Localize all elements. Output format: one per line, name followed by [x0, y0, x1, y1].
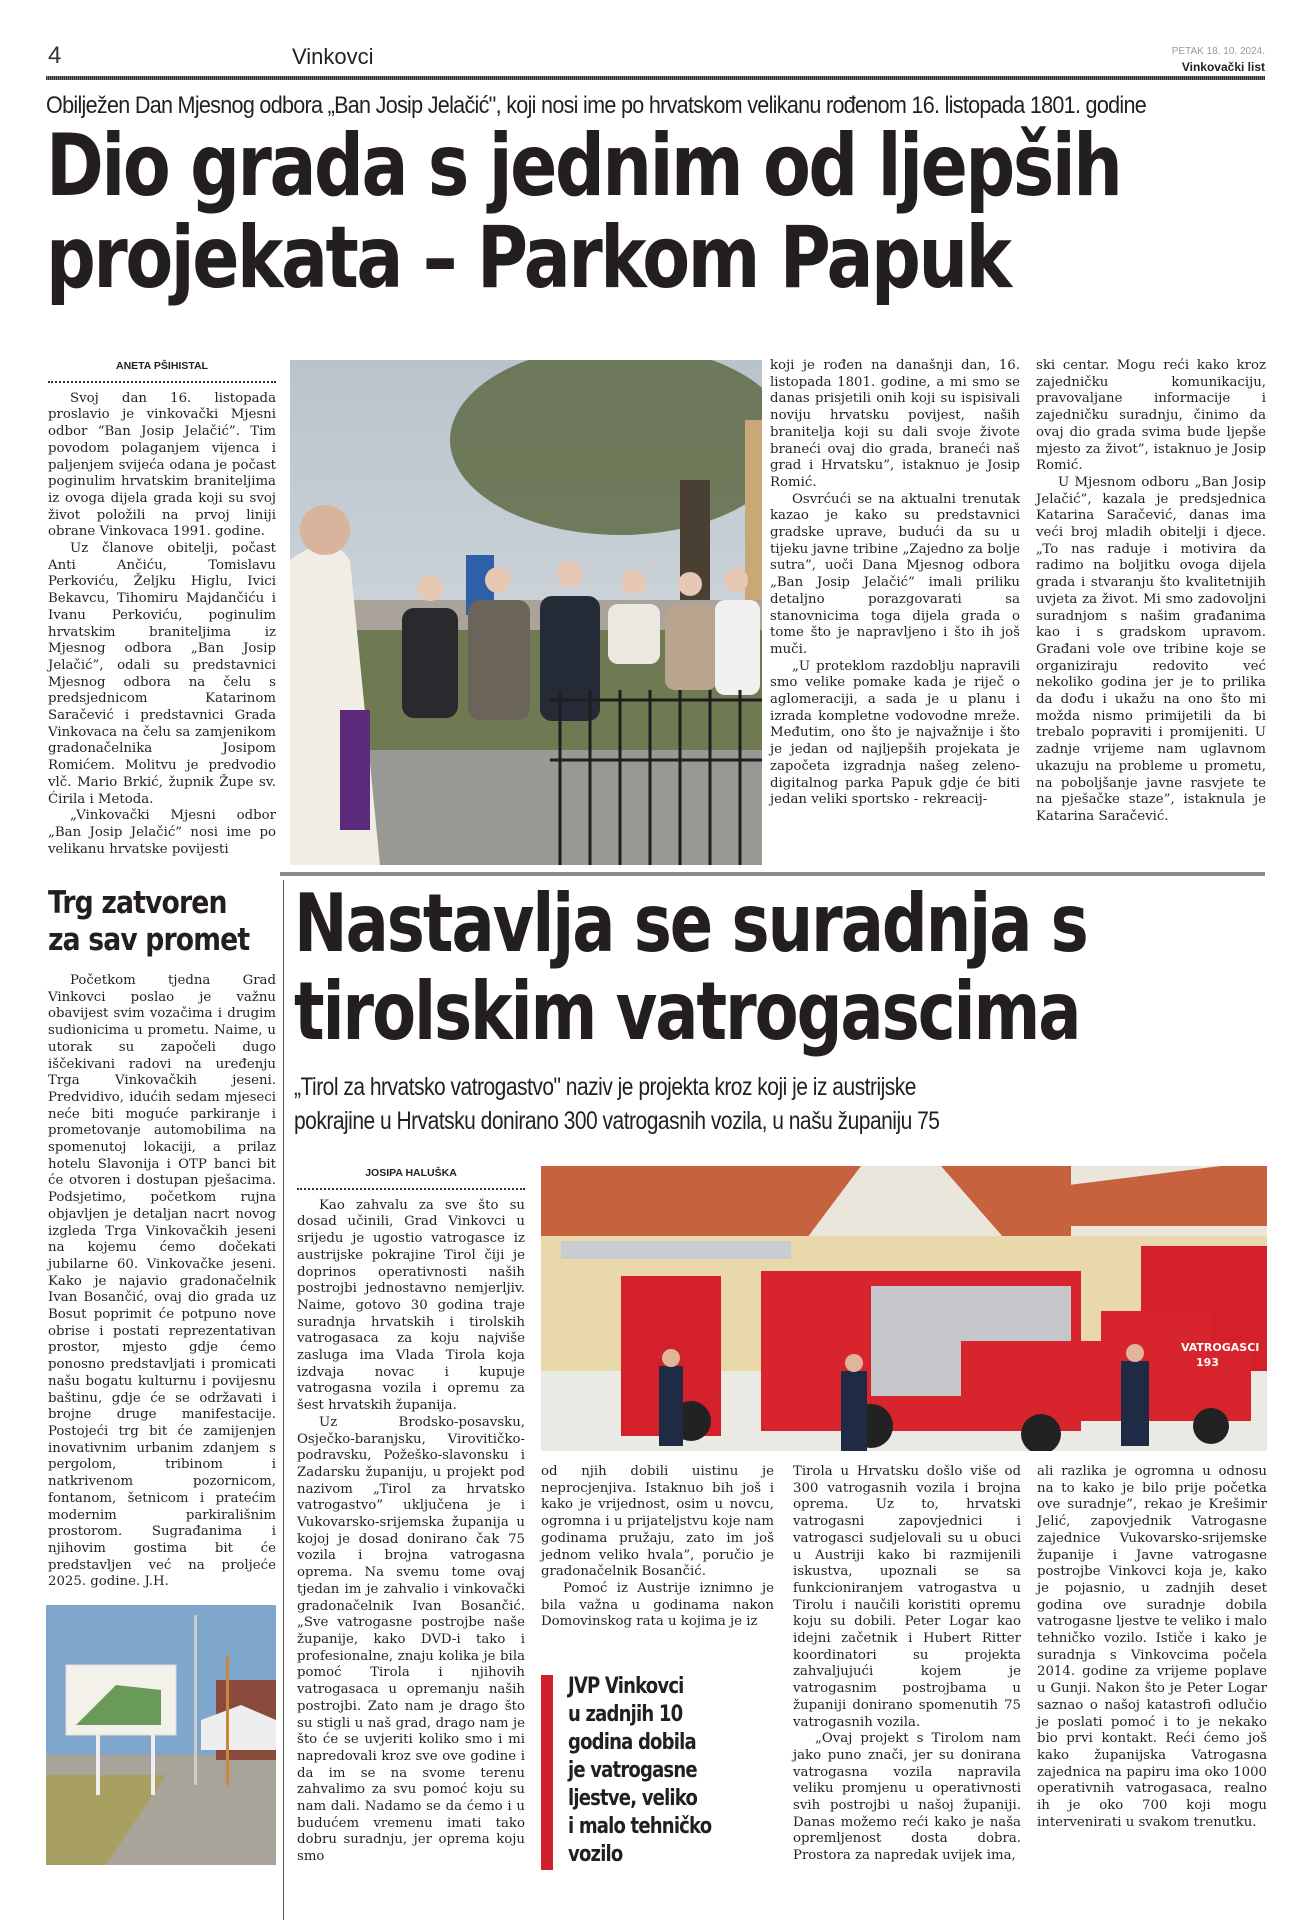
article1-kicker: Obilježen Dan Mjesnog odbora „Ban Josip Jelačić", koji nosi ime po hrvatskom velikanu rođenom 16. listopada 1801. godine: [46, 92, 1147, 119]
article2-headline-line1: Nastavlja se suradnja s: [294, 877, 1087, 970]
truck-label: VATROGASCI: [1181, 1341, 1260, 1354]
paragraph: „Ovaj projekt s Tirolom nam jako puno znači, jer su donirana vatrogasna vozila napravila veliku promjenu u operativnosti svih postrojbi u našoj županiji. Danas možemo reći kako je naša opremljenost dosta dobra. Prostora za napredak uvijek ima,: [793, 1731, 1021, 1864]
article2-deck-line1: „Tirol za hrvatsko vatrogastvo" naziv je projekta kroz koji je iz austrijske: [294, 1073, 916, 1101]
paragraph: Tirola u Hrvatsku došlo više od 300 vatrogasnih vozila i brojna oprema. Uz to, hrvatski vatrogasni zapovjednici i vatrogasci sudjelovali su u obuci u Austriji kako bi razmijenili iskustva, upoznali se sa funkcioniranjem vatrogastva u Tirolu i naučili koristiti opremu koju su dobili. Peter Logar kao idejni začetnik i Hubert Ritter koordinatori su projekta zahvaljujući kojem je vatrogasnim postrojbama u županiji donirano spomenutih 75 vatrogasnih vozila.: [793, 1464, 1021, 1730]
article1-column-2: [770, 358, 1020, 809]
paragraph: Uz Brodsko-posavsku, Osječko-baranjsku, Virovitičko-podravsku, Požeško-slavonsku i Zadarsku županiju, u projekt pod nazivom „Tirol za hrvatsko vatrogastvo” uključena je i Vukovarsko-srijemska županija u kojoj je dosad donirano čak 75 vozila i brojna vatrogasna oprema. Na svemu tome ovaj tjedan im je zahvalio i vinkovački gradonačelnik Ivan Bosančić. „Sve vatrogasne postrojbe naše županije, kako DVD-i tako i profesionalne, znaju kolika je bila pomoć Tirola i njihovih vatrogasaca u opremanju naših postrojbi. Zato nam je drago što su stigli u naš grad, drago nam je što će se uvjeriti koliko smo i mi napredovali kroz sve ove godine i da im se na svome terenu zahvalimo za svu pomoć koju su nam dali. Nadamo se da ćemo i u budućem vremenu imati tako dobru suradnju, jer oprema koju smo: [297, 1414, 525, 1865]
pullquote: [541, 1675, 781, 1870]
issue-date: PETAK 18. 10. 2024.: [1171, 46, 1265, 57]
sidebar-body: [48, 973, 276, 1591]
article2-byline: JOSIPA HALUŠKA: [297, 1165, 525, 1190]
publication-name: Vinkovački list: [1181, 60, 1265, 74]
column-divider: [283, 880, 284, 1920]
header-rule: [46, 76, 1265, 80]
article2-headline: [294, 877, 1254, 1058]
article1-headline-line1: Dio grada s jednim od ljepših: [46, 116, 1121, 216]
paragraph: ali razlika je ogromna u odnosu na to kako je bilo prije početka ove suradnje”, rekao je Krešimir Jelić, zapovjednik Vatrogasne zajednice Vukovarsko-srijemske županije i Javne vatrogasne postrojbe Vinkovci koja je, kako je pojasnio, u zadnjih deset godina ove suradnje dobila vatrogasne ljestve te veliko i malo tehničko vozilo. Ističe i kako je suradnja s Vinkovcima počela 2014. godine za vrijeme poplave u Gunji. Nakon što je Peter Logar saznao o našoj katastrofi odlučio je poslati pomoć i to je nekako bio prvi kontakt. Reći ćemo još kako županijska Vatrogasna zajednica na papiru ima oko 1000 operativnih vatrogasaca, realno ih je oko 700 koji mogu intervenirati u svakom trenutku.: [1037, 1464, 1267, 1830]
page-number: 4: [48, 42, 62, 69]
paragraph: Kao zahvalu za sve što su dosad učinili, Grad Vinkovci u srijedu je ugostio vatrogasce iz austrijske pokrajine Tirol čiji je doprinos operativnosti naših postrojbi jednostavno nemjerljiv. Naime, gotovo 30 godina traje suradnja hrvatskih i tirolskih vatrogasaca za koju najviše zasluga ima Vlada Tirola koja izdvaja novac i kupuje vatrogasna vozila i opremu za šest hrvatskih županija.: [297, 1197, 525, 1414]
article2-column-2: [541, 1464, 774, 1631]
article1-column-1: [48, 358, 276, 858]
article1-column-3: [1036, 358, 1266, 826]
article2-deck: [294, 1070, 1311, 1138]
article2-column-3: [793, 1464, 1021, 1865]
article1-headline: [46, 116, 1121, 308]
paragraph: Svoj dan 16. listopada proslavio je vinkovački Mjesni odbor “Ban Josip Jelačić”. Tim povodom polaganjem vijenca i paljenjem svijeća odana je počast poginulim hrvatskim braniteljima iz ovoga dijela grada koji su svoj život položili na prvoj liniji obrane Vinkovaca 1991. godine.: [48, 390, 276, 540]
paragraph: Početkom tjedna Grad Vinkovci poslao je važnu obavijest svim vozačima i drugim sudionicima u prometu. Naime, u utorak su započeli dugo iščekivani radovi na uređenju Trga Vinkovačkih jeseni. Predvidivo, idućih sedam mjeseci neće biti moguće parkiranje i prometovanje automobilima na spomenutoj lokaciji, a prilaz hotelu Slavonija i OTP banci bit će otvoren i dostupan pješacima. Podsjetimo, početkom rujna objavljen je detaljan nacrt novog izgleda Trga Vinkovačkih jeseni na kojemu ćemo dočekati jubilarne 60. Vinkovačke jeseni. Kako je najavio gradonačelnik Ivan Bosančić, ovaj dio grada uz Bosut poprimit će potpuno nove obrise i postati reprezentativan prostor, mjesto gdje ćemo ponosno predstavljati i promicati našu bogatu kulturnu i povijesnu baštinu, gdje će se održavati i brojne druge manifestacije. Postojeći trg bit će zamijenjen inovativnim urbanim zdanjem s pergolom, tribinom i natkrivenom pozornicom, fontanom, šetnicom i pratećim modernim parkirališnim prostorom. Sugrađanima i njihovim gostima bit će predstavljen već na proljeće 2025. godine. J.H.: [48, 973, 276, 1590]
paragraph: Pomoć iz Austrije iznimno je bila važna u godinama nakon Domovinskog rata u kojima je iz: [541, 1580, 774, 1630]
sidebar-title-line2: za sav promet: [48, 922, 250, 958]
pullquote-accent-bar: [541, 1675, 553, 1870]
section-divider: [280, 872, 1265, 876]
article2-deck-line2: pokrajine u Hrvatsku donirano 300 vatrogasnih vozila, u našu županiju 75: [294, 1107, 940, 1135]
paragraph: ski centar. Mogu reći kako kroz zajedničku komunikaciju, pravovaljane informacije i zajedničku suradnju, činimo da ovaj dio grada svima bude ljepše mjesto za život”, istaknuo je Josip Romić.: [1036, 358, 1266, 474]
section-name: Vinkovci: [292, 44, 374, 69]
paragraph: „U proteklom razdoblju napravili smo velike pomake kada je riječ o aglomeraciji, a sada je u planu i izrada kompletne vodovodne mreže. Međutim, ono što je najvažnije i što je jedan od najljepših projekata je započeta izgradnja našeg zeleno-digitalnog parka Papuk gdje će biti jedan veliki sportsko - rekreacij-: [770, 658, 1020, 808]
article1-photo: [290, 360, 762, 865]
paragraph: Uz članove obitelji, počast Anti Ančiću, Tomislavu Perkoviću, Željku Higlu, Ivici Bekavcu, Tihomiru Majdančiću i Ivanu Perkoviću, poginulim hrvatskim braniteljima iz Mjesnog odbora „Ban Josip Jelačić”, odali su predstavnici Mjesnog odbora na čelu s predsjednicom Katarinom Saračević i predstavnici Grada Vinkovaca na čelu sa zamjenikom gradonačelnika Josipom Romićem. Molitvu je predvodio vlč. Mario Brkić, župnik Župe sv. Ćirila i Metoda.: [48, 541, 276, 807]
sidebar-title-line1: Trg zatvoren: [48, 885, 227, 921]
sidebar-headline: [48, 885, 280, 959]
paragraph: „Vinkovački Mjesni odbor „Ban Josip Jelačić” nosi ime po velikanu hrvatske povijesti: [48, 808, 276, 857]
paragraph: U Mjesnom odboru „Ban Josip Jelačić”, kazala je predsjednica Katarina Saračević, danas ima veći broj mladih obitelji i djece. „To nas raduje i motivira da radimo na boljitku ovoga dijela grada i stvaranju što kvalitetnijih uvjeta za život. Mi smo zadovoljni suradnjom s našim građanima kao i s gradskom upravom. Građani vole ove tribine koje se organiziraju redovito već nekoliko godina jer je to prilika da dođu i ukažu na ono što mi možda nismo primijetili da bi trebalo popraviti i promijeniti. U zadnje vrijeme nam uglavnom ukazuju na probleme u prometu, na poboljšanje javne rasvjete te na pješačke staze”, istaknula je Katarina Saračević.: [1036, 474, 1266, 824]
article2-headline-line2: tirolskim vatrogascima: [294, 965, 1080, 1058]
svg-text:193: 193: [1196, 1356, 1219, 1369]
article1-byline: ANETA PŠIHISTAL: [48, 358, 276, 383]
pullquote-text: JVP Vinkovci u zadnjih 10 godina dobila je vatrogasne ljestve, veliko i malo tehničko vozilo: [568, 1674, 712, 1867]
paragraph: koji je rođen na današnji dan, 16. listopada 1801. godine, a mi smo se danas prisjetili onih koji su ispisivali noviju hrvatsku povijest, naših branitelja koji su dali svoje živote braneći ovaj dio grada, braneći naš grad i Hrvatsku”, istaknuo je Josip Romić.: [770, 358, 1020, 490]
article2-column-4: [1037, 1464, 1267, 1831]
town-square-billboard-icon: [46, 1605, 276, 1865]
article2-column-1: [297, 1165, 525, 1866]
memorial-ceremony-photo-icon: [290, 360, 762, 865]
paragraph: Osvrćući se na aktualni trenutak kazao je kako su predstavnici gradske uprave, budući da su u tijeku javne tribine „Zajedno za bolje sutra”, uoči Dana Mjesnog odbora „Ban Josip Jelačić” imali priliku detaljno porazgovarati sa stanovnicima toga dijela grada o tome što je napravljeno i što ih još muči.: [770, 491, 1020, 657]
paragraph: od njih dobili uistinu je neprocjenjiva. Istaknuo bih još i kako je vrijednost, osim u novcu, ogromna i u prijateljstvu koje nam godinama pružaju, zato im još jednom veliko hvala”, poručio je gradonačelnik Bosančić.: [541, 1464, 774, 1580]
article2-photo: [541, 1166, 1267, 1451]
fire-trucks-photo-icon: [541, 1166, 1267, 1451]
sidebar-photo: [46, 1605, 276, 1865]
article1-headline-line2: projekata – Parkom Papuk: [46, 208, 1010, 308]
